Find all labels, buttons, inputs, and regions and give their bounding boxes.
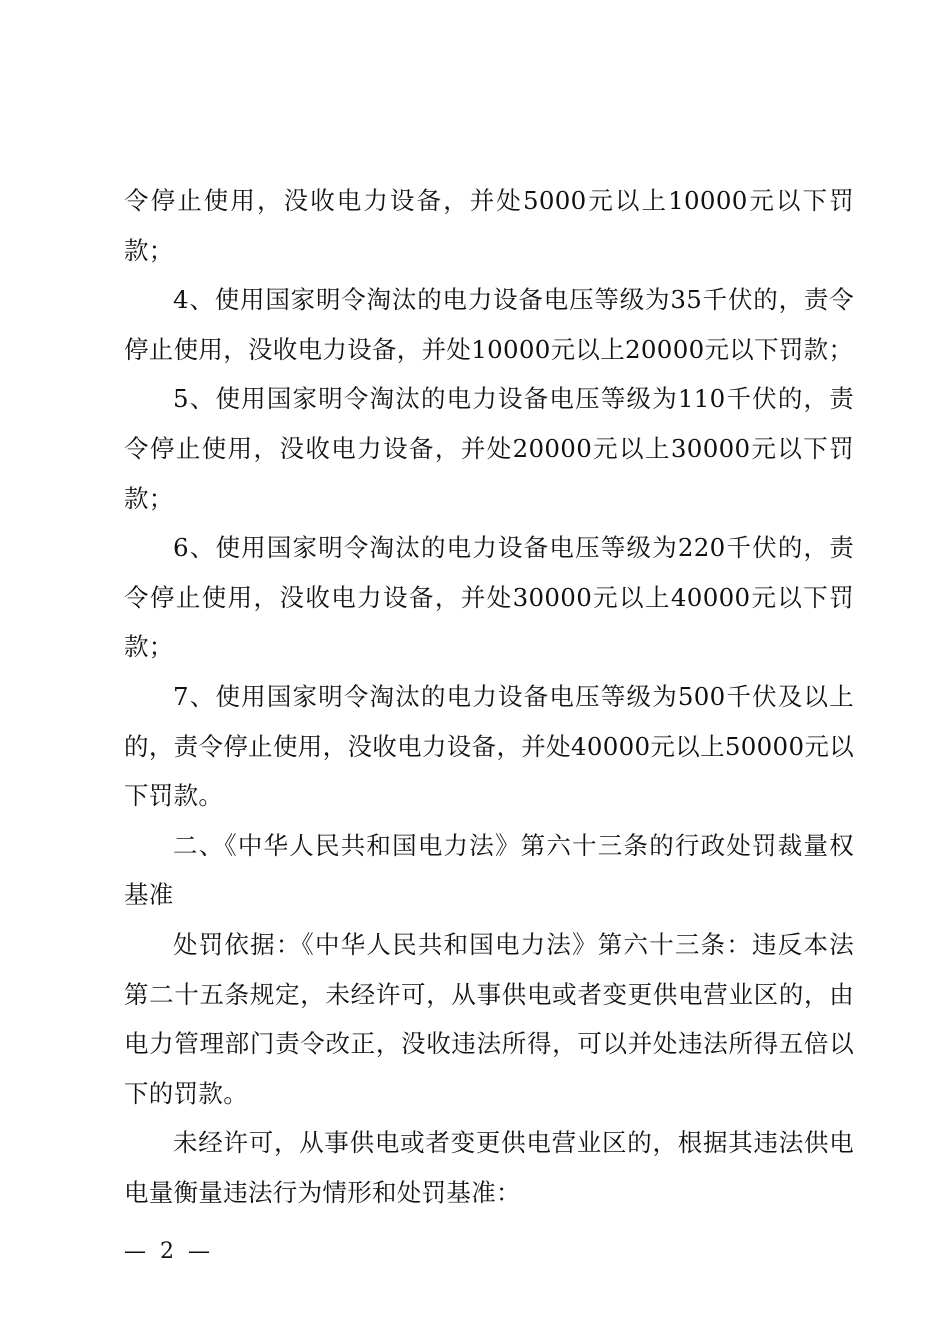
section-heading-article-63: 二、《中华人民共和国电力法》第六十三条的行政处罚裁量权基准 (124, 830, 854, 910)
paragraph-item-4: 4、使用国家明令淘汰的电力设备电压等级为35千伏的，责令停止使用，没收电力设备，并处10000元以上20000元以下罚款； (124, 285, 854, 364)
paragraph-item-6: 6、使用国家明令淘汰的电力设备电压等级为220千伏的，责令停止使用，没收电力设备，并处30000元以上40000元以下罚款； (124, 533, 854, 662)
paragraph-continuation: 令停止使用，没收电力设备，并处5000元以上10000元以下罚款； (124, 186, 854, 265)
page-number: — 2 — (124, 1239, 210, 1264)
paragraph-item-7: 7、使用国家明令淘汰的电力设备电压等级为500千伏及以上的，责令停止使用，没收电力设备，并处40000元以上50000元以下罚款。 (124, 681, 854, 811)
paragraph-penalty-criteria: 未经许可，从事供电或者变更供电营业区的，根据其违法供电电量衡量违法行为情形和处罚基准： (124, 1128, 854, 1207)
paragraph-item-5: 5、使用国家明令淘汰的电力设备电压等级为110千伏的，责令停止使用，没收电力设备，并处20000元以上30000元以下罚款； (124, 384, 854, 513)
document-body (124, 176, 854, 1217)
paragraph-penalty-basis: 处罚依据：《中华人民共和国电力法》第六十三条：违反本法第二十五条规定，未经许可，从事供电或者变更供电营业区的，由电力管理部门责令改正，没收违法所得，可以并处违法所得五倍以下的罚款。 (124, 929, 854, 1108)
